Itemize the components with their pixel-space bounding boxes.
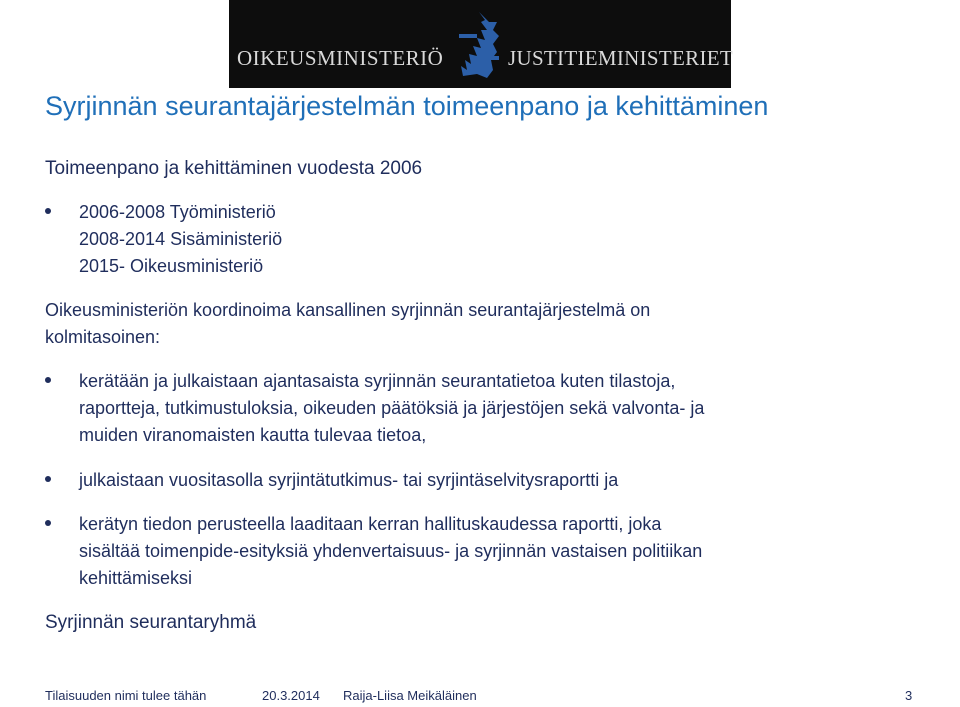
footer-page-number: 3 xyxy=(905,688,913,703)
list-bullet-1 xyxy=(45,377,51,383)
slide-title: Syrjinnän seurantajärjestelmän toimeenpano ja kehittäminen xyxy=(45,91,769,121)
bullet2-line-1: julkaistaan vuositasolla syrjintätutkimus- tai syrjintäselvitysraportti ja xyxy=(79,470,619,490)
bullet3-line-3: kehittämiseksi xyxy=(79,568,193,588)
list-bullet-2 xyxy=(45,476,51,482)
section-heading-monitoring-group: Syrjinnän seurantaryhmä xyxy=(45,612,257,633)
bullet1-line-3: muiden viranomaisten kautta tulevaa tietoa, xyxy=(79,425,427,445)
lion-crest-icon xyxy=(451,8,507,82)
list-bullet-3 xyxy=(45,520,51,526)
footer-event-name: Tilaisuuden nimi tulee tähän xyxy=(45,688,207,703)
intro-line-1: Oikeusministeriön koordinoima kansallinen syrjinnän seurantajärjestelmä on xyxy=(45,300,651,320)
intro-line-2: kolmitasoinen: xyxy=(45,327,161,347)
timeline-line-3: 2015- Oikeusministeriö xyxy=(79,256,264,276)
bullet1-line-1: kerätään ja julkaistaan ajantasaista syrjinnän seurantatietoa kuten tilastoja, xyxy=(79,371,676,391)
ministry-logo-finnish: OIKEUSMINISTERIÖ xyxy=(237,46,444,70)
section-heading-implementation: Toimeenpano ja kehittäminen vuodesta 2006 xyxy=(45,158,423,179)
timeline-line-2: 2008-2014 Sisäministeriö xyxy=(79,229,283,249)
footer-date: 20.3.2014 xyxy=(262,688,320,703)
bullet3-line-1: kerätyn tiedon perusteella laaditaan kerran hallituskaudessa raportti, joka xyxy=(79,514,662,534)
ministry-logo-swedish: JUSTITIEMINISTERIET xyxy=(508,46,734,70)
timeline-line-1: 2006-2008 Työministeriö xyxy=(79,202,276,222)
bullet1-line-2: raportteja, tutkimustuloksia, oikeuden päätöksiä ja järjestöjen sekä valvonta- ja xyxy=(79,398,705,418)
footer-author: Raija-Liisa Meikäläinen xyxy=(343,688,477,703)
bullet3-line-2: sisältää toimenpide-esityksiä yhdenvertaisuus- ja syrjinnän vastaisen politiikan xyxy=(79,541,703,561)
timeline-bullet xyxy=(45,208,51,214)
